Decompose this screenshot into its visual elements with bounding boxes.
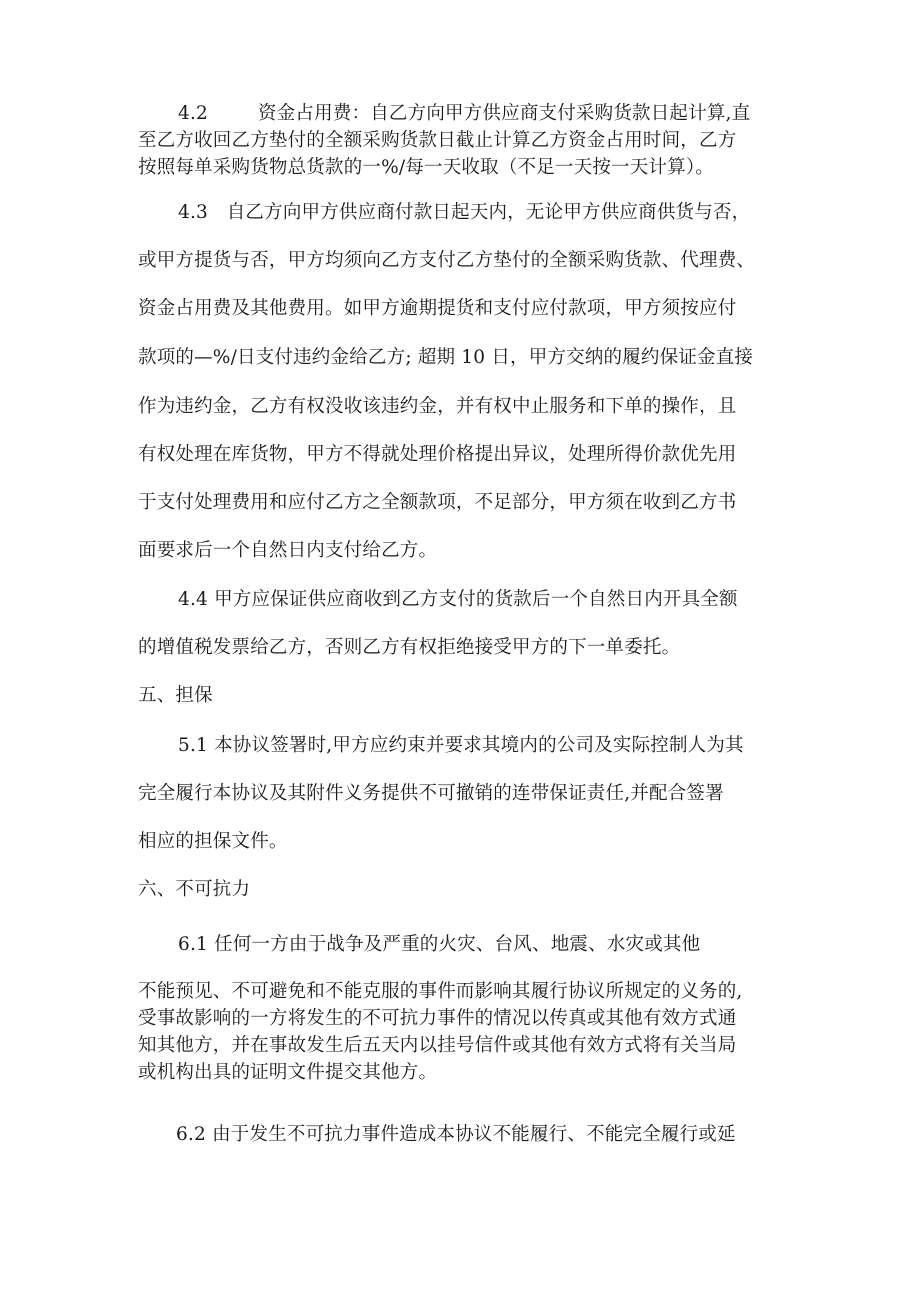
clause-4-2-number: 4.2 <box>178 103 209 124</box>
clause-4-3-line-1: 4.3 自乙方向甲方供应商付款日起天内，无论甲方供应商供货与否， <box>178 202 751 223</box>
clause-4-4-line-1: 4.4 甲方应保证供应商收到乙方支付的货款后一个自然日内开具全额 <box>178 589 738 610</box>
clause-6-1-line-3: 受事故影响的一方将发生的不可抗力事件的情况以传真或其他有效方式通 <box>138 1008 737 1029</box>
clause-4-3-line-6: 有权处理在库货物，甲方不得就处理价格提出异议，处理所得价款优先用 <box>138 444 737 465</box>
clause-4-3-line-3: 资金占用费及其他费用。如甲方逾期提货和支付应付款项，甲方须按应付 <box>138 298 737 319</box>
section-5-heading: 五、担保 <box>138 685 213 706</box>
clause-4-3-line-5: 作为违约金，乙方有权没收该违约金，并有权中止服务和下单的操作，且 <box>138 396 737 417</box>
clause-4-2-text: 资金占用费：自乙方向甲方供应商支付采购货款日起计算,直 <box>258 103 751 124</box>
section-6-heading: 六、不可抗力 <box>138 879 251 900</box>
clause-4-3-line-4: 款项的—%/日支付违约金给乙方; 超期 10 日，甲方交纳的履约保证金直接 <box>138 347 754 368</box>
clause-4-3-line-7: 于支付处理费用和应付乙方之全额款项，不足部分，甲方须在收到乙方书 <box>138 492 737 513</box>
clause-4-2-line-1 <box>178 103 750 125</box>
clause-6-1-line-4: 知其他方，并在事故发生后五天内以挂号信件或其他有效方式将有关当局 <box>138 1035 737 1056</box>
clause-6-2-line-1: 6.2 由于发生不可抗力事件造成本协议不能履行、不能完全履行或延 <box>176 1124 736 1145</box>
clause-5-1-line-3: 相应的担保文件。 <box>138 831 288 852</box>
clause-5-1-line-2: 完全履行本协议及其附件义务提供不可撤销的连带保证责任,并配合签署 <box>138 783 724 804</box>
clause-4-4-line-2: 的增值税发票给乙方，否则乙方有权拒绝接受甲方的下一单委托。 <box>138 637 681 658</box>
clause-6-1-line-2: 不能预见、不可避免和不能克服的事件而影响其履行协议所规定的义务的, <box>138 981 743 1002</box>
clause-6-1-line-1: 6.1 任何一方由于战争及严重的火灾、台风、地震、水灾或其他 <box>178 934 701 955</box>
clause-6-1-line-5: 或机构出具的证明文件提交其他方。 <box>138 1062 438 1083</box>
clause-4-2-line-3: 按照每单采购货物总货款的一%/每一天收取（不足一天按一天计算）。 <box>138 157 714 178</box>
clause-4-3-line-8: 面要求后一个自然日内支付给乙方。 <box>138 540 438 561</box>
clause-4-3-line-2: 或甲方提货与否，甲方均须向乙方支付乙方垫付的全额采购货款、代理费、 <box>138 250 756 271</box>
clause-5-1-line-1: 5.1 本协议签署时,甲方应约束并要求其境内的公司及实际控制人为其 <box>178 735 744 756</box>
clause-4-2-line-2: 至乙方收回乙方垫付的全额采购货款日截止计算乙方资金占用时间，乙方 <box>138 130 737 151</box>
